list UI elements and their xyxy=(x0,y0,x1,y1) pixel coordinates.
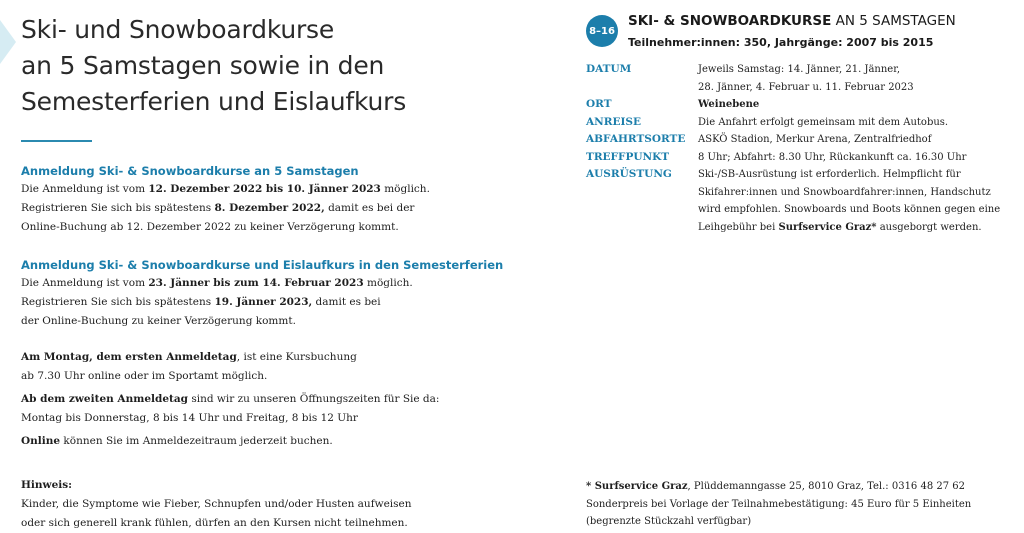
info-value: ASKÖ Stadion, Merkur Arena, Zentralfriedhof xyxy=(698,134,932,145)
section-hinweis xyxy=(21,476,412,533)
page-title xyxy=(21,12,406,120)
age-badge: 8–16 xyxy=(586,15,618,47)
paragraph-line: Registrieren Sie sich bis spätestens 8. Dezember 2022, damit es bei der xyxy=(21,202,415,214)
paragraph-line: oder sich generell krank fühlen, dürfen an den Kursen nicht teilnehmen. xyxy=(21,517,408,529)
paragraph-line: Die Anmeldung ist vom 12. Dezember 2022 bis 10. Jänner 2023 möglich. xyxy=(21,183,430,195)
section-heading: Anmeldung Ski- & Snowboardkurse und Eislaufkurs in den Semesterferien xyxy=(21,258,504,272)
footnote-line: * Surfservice Graz, Plüddemanngasse 25, 8010 Graz, Tel.: 0316 48 27 62 xyxy=(586,481,966,492)
paragraph-line: der Online-Buchung zu keiner Verzögerung kommt. xyxy=(21,315,296,327)
info-label: ANREISE xyxy=(586,115,641,128)
info-row-treffpunkt xyxy=(586,149,1024,167)
info-value: Weinebene xyxy=(698,99,760,110)
info-label: AUSRÜSTUNG xyxy=(586,168,672,180)
hint-heading: Hinweis: xyxy=(21,479,73,491)
info-row-abfahrtsorte xyxy=(586,131,1024,149)
info-value: Jeweils Samstag: 14. Jänner, 21. Jänner, 28. Jänner, 4. Februar u. 11. Februar 2023 xyxy=(698,64,914,93)
paragraph-line: Registrieren Sie sich bis spätestens 19. Jänner 2023, damit es bei xyxy=(21,296,381,308)
title-divider xyxy=(21,140,92,142)
title-line: Semesterferien und Eislaufkurs xyxy=(21,87,407,116)
title-line: Ski- und Snowboardkurse xyxy=(21,15,335,44)
section-heading: Anmeldung Ski- & Snowboardkurse an 5 Samstagen xyxy=(21,164,359,178)
info-row-ort xyxy=(586,96,1024,114)
paragraph-line: ab 7.30 Uhr online oder im Sportamt möglich. xyxy=(21,370,268,382)
course-title: SKI- & SNOWBOARDKURSE AN 5 SAMSTAGEN xyxy=(628,13,956,29)
paragraph-line: Ab dem zweiten Anmeldetag sind wir zu unseren Öffnungszeiten für Sie da: xyxy=(21,393,440,405)
info-label: DATUM xyxy=(586,63,632,75)
paragraph-line: Am Montag, dem ersten Anmeldetag, ist eine Kursbuchung xyxy=(21,351,357,363)
section-samstage xyxy=(21,163,430,237)
info-label: TREFFPUNKT xyxy=(586,150,670,163)
footnote-line: Sonderpreis bei Vorlage der Teilnahmebestätigung: 45 Euro für 5 Einheiten xyxy=(586,498,972,510)
footnote xyxy=(586,478,971,531)
info-label: ORT xyxy=(586,98,612,110)
course-subtitle: Teilnehmer:innen: 350, Jahrgänge: 2007 bis 2015 xyxy=(628,36,934,49)
info-row-ausruestung xyxy=(586,166,1024,236)
paragraph-line: Online-Buchung ab 12. Dezember 2022 zu keiner Verzögerung kommt. xyxy=(21,221,399,233)
paragraph-line: Die Anmeldung ist vom 23. Jänner bis zum 14. Februar 2023 möglich. xyxy=(21,277,413,289)
section-semesterferien xyxy=(21,257,503,331)
paragraph-line: Kinder, die Symptome wie Fieber, Schnupfen und/oder Husten aufweisen xyxy=(21,498,412,510)
info-label: ABFAHRTSORTE xyxy=(586,133,686,145)
info-row-datum xyxy=(586,61,1024,96)
course-info-table xyxy=(586,61,1024,236)
decorative-arrow xyxy=(0,20,16,64)
paragraph-line: Online können Sie im Anmeldezeitraum jederzeit buchen. xyxy=(21,435,333,447)
title-line: an 5 Samstagen sowie in den xyxy=(21,51,385,80)
footnote-line: (begrenzte Stückzahl verfügbar) xyxy=(586,516,752,527)
info-value: Die Anfahrt erfolgt gemeinsam mit dem Autobus. xyxy=(698,116,949,128)
info-value: 8 Uhr; Abfahrt: 8.30 Uhr, Rückankunft ca. 16.30 Uhr xyxy=(698,151,967,163)
info-value: Ski-/SB-Ausrüstung ist erforderlich. Helmpflicht für Skifahrer:innen und Snowboardfahrer:innen, Handschutz wird empfohlen. Snowboards und Boots können gegen eine Leihgebühr bei Surfservice Graz* ausgeborgt werden. xyxy=(698,169,1001,233)
section-anmeldetag xyxy=(21,348,439,451)
paragraph-line: Montag bis Donnerstag, 8 bis 14 Uhr und Freitag, 8 bis 12 Uhr xyxy=(21,412,358,424)
info-row-anreise xyxy=(586,114,1024,132)
